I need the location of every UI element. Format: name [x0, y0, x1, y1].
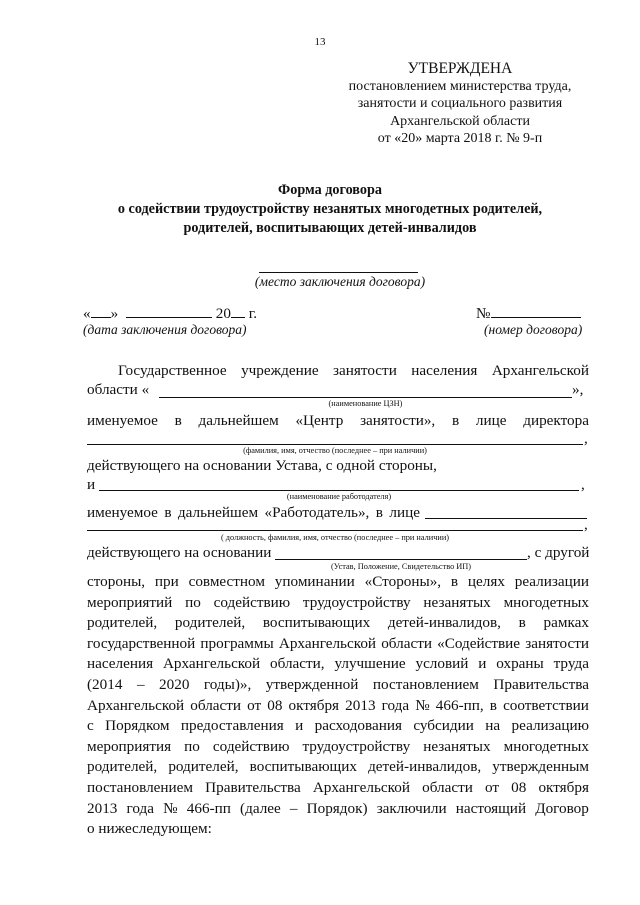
form-line-9-end: , с другой [527, 544, 590, 561]
body-word: октября [288, 696, 340, 714]
body-word: расходования [314, 717, 402, 735]
body-word: охраны [496, 655, 544, 673]
body-word: области [190, 696, 242, 714]
body-word: совместном [188, 573, 265, 590]
body-word: настоящий [455, 799, 527, 817]
body-word: детей-инвалидов, [387, 614, 501, 632]
body-word: Архангельской [162, 655, 261, 673]
body-word: 466-пп [186, 799, 231, 817]
body-word: Порядком [105, 717, 170, 735]
body-word: утвержденной [265, 675, 359, 693]
body-word: Правительства [205, 778, 301, 796]
caption-czn: (наименование ЦЗН) [328, 399, 403, 408]
body-word: заключили [376, 799, 447, 817]
body-word: населения [87, 655, 154, 673]
body-line [87, 593, 589, 614]
body-word: в [489, 696, 497, 714]
body-word: Архангельской [278, 634, 377, 652]
body-word: многодетных [503, 593, 589, 611]
body-word: родителей, [174, 614, 246, 632]
title-line: родителей, воспитывающих детей-инвалидов [183, 220, 477, 236]
body-word: занятости [525, 634, 589, 652]
date-field[interactable] [83, 303, 257, 323]
body-word: мероприятий [87, 593, 173, 611]
body-word: 2013 [87, 799, 118, 817]
quote-open: « [83, 305, 91, 322]
body-word: № [163, 799, 178, 817]
body-word: «Стороны», [364, 573, 442, 590]
caption-position: ( должность, фамилия, имя, отчество (последнее – при наличии) [220, 533, 450, 542]
body-word: Правительства [493, 675, 589, 693]
body-word: 08 [511, 778, 527, 796]
body-word: государственной [87, 634, 196, 652]
body-word: соответствии [503, 696, 589, 714]
title-line: о содействии трудоустройству незанятых многодетных родителей, [117, 201, 543, 217]
form-line-2-end: », [572, 381, 584, 398]
body-line [87, 737, 589, 758]
body-word: содействию [213, 593, 291, 611]
employer-name-blank[interactable] [99, 490, 579, 491]
approval-line: от «20» марта 2018 г. № 9-п [377, 131, 543, 146]
place-caption: (место заключения договора) [254, 274, 426, 289]
document-title [60, 181, 600, 238]
body-word: октября [538, 778, 589, 796]
month-blank[interactable] [126, 303, 212, 318]
body-word: родителей, [87, 758, 158, 776]
body-word: и [478, 655, 487, 673]
year-blank[interactable] [231, 303, 245, 318]
body-word: стороны, [87, 573, 146, 590]
body-word: № [415, 696, 430, 714]
body-word: по [184, 737, 200, 755]
body-word: года [126, 799, 154, 817]
body-word: незанятых [423, 737, 491, 755]
body-word: реализации [514, 573, 589, 590]
body-paragraph [87, 572, 589, 840]
body-word: мероприятия [87, 737, 172, 755]
body-word: «Содействие [437, 634, 521, 652]
body-word: на [485, 717, 501, 735]
body-word: рамках [543, 614, 589, 632]
body-word: года [381, 696, 410, 714]
number-label: № [476, 305, 491, 322]
body-word: субсидии [413, 717, 474, 735]
body-word: от [247, 696, 262, 714]
body-word: программы [200, 634, 274, 652]
form-line-8-end: , [584, 516, 588, 533]
body-word: Архангельской [312, 778, 410, 796]
approval-line: Архангельской области [390, 113, 530, 129]
body-word: 2020 [159, 675, 190, 693]
body-word: воспитывающих [249, 758, 357, 776]
body-word: годы)», [203, 675, 252, 693]
body-word: предоставления [180, 717, 284, 735]
director-name-blank[interactable] [87, 444, 583, 445]
body-word: постановлением [372, 675, 479, 693]
caption-employer: (наименование работодателя) [286, 492, 392, 501]
form-line-7: именуемое в дальнейшем «Работодатель», в лице [87, 504, 420, 521]
form-line-2-start: области « [87, 381, 150, 398]
body-word: содействию [212, 737, 290, 755]
number-field[interactable] [476, 303, 581, 323]
title-line: Форма договора [278, 182, 382, 198]
basis-blank[interactable] [275, 559, 527, 560]
body-word: утвержденным [492, 758, 589, 776]
number-caption: (номер договора) [484, 322, 583, 337]
body-word: Договор [535, 799, 589, 817]
body-word: воспитывающих [262, 614, 371, 632]
approval-block [330, 60, 590, 148]
year-prefix: 20 [215, 305, 231, 322]
body-word: в [518, 614, 526, 632]
body-word: и [295, 717, 304, 735]
body-word: родителей, [168, 758, 239, 776]
year-suffix: г. [248, 305, 258, 322]
day-blank[interactable] [91, 303, 111, 318]
caption-fio: (фамилия, имя, отчество (последнее – при наличии) [243, 446, 427, 455]
body-line [87, 675, 589, 696]
body-line [87, 634, 589, 655]
representative-blank-1[interactable] [425, 518, 587, 519]
body-word: Порядок) [306, 799, 368, 817]
representative-blank-2[interactable] [87, 530, 583, 531]
approval-heading: УТВЕРЖДЕНА [407, 60, 513, 77]
czn-name-blank[interactable] [159, 397, 572, 398]
body-line [87, 757, 589, 778]
number-blank[interactable] [491, 303, 581, 318]
body-word: Архангельской [87, 696, 185, 714]
body-word: трудоустройству [302, 737, 411, 755]
form-line-6-start: и [87, 476, 96, 493]
body-word: по [185, 593, 201, 611]
body-word: 2013 [345, 696, 376, 714]
body-word: детей-инвалидов, [368, 758, 482, 776]
body-word: постановлением [87, 778, 194, 796]
body-word: (2014 [87, 675, 123, 693]
body-word: многодетных [503, 737, 589, 755]
body-word: – [136, 675, 145, 693]
body-word: (далее [240, 799, 281, 817]
body-line [87, 799, 589, 820]
body-line [87, 778, 589, 799]
body-word: от [485, 778, 500, 796]
date-caption: (дата заключения договора) [83, 322, 247, 337]
form-line-5: действующего на основании Устава, с одной стороны, [87, 457, 437, 474]
body-line [87, 572, 589, 593]
body-word: трудоустройству [302, 593, 411, 611]
body-word: области [422, 778, 473, 796]
body-line [87, 716, 589, 737]
form-line-3: именуемое в дальнейшем «Центр занятости», в лице директора [87, 412, 589, 429]
body-word: незанятых [423, 593, 491, 611]
body-word: упоминании [274, 573, 355, 590]
body-line [87, 613, 589, 634]
approval-line: постановлением министерства труда, [348, 78, 572, 94]
body-word: родителей, [87, 614, 158, 632]
body-line [87, 696, 589, 717]
body-word: 08 [267, 696, 283, 714]
page-number: 13 [314, 36, 326, 48]
approval-line: занятости и социального развития [357, 96, 563, 111]
body-word: – [289, 799, 298, 817]
form-line-6-end: , [581, 476, 585, 493]
body-word: реализацию [511, 717, 589, 735]
body-line [87, 819, 589, 840]
body-word: с [87, 717, 94, 735]
form-line-4-end: , [584, 430, 588, 447]
body-word: при [154, 573, 179, 590]
quote-close: » [110, 305, 119, 322]
body-word: улучшение [334, 655, 406, 673]
body-word: области, [270, 655, 325, 673]
caption-basis: (Устав, Положение, Свидетельство ИП) [330, 562, 472, 571]
body-word: о нижеследующем: [87, 820, 212, 838]
body-word: в [450, 573, 459, 590]
body-word: целях [467, 573, 505, 590]
form-line-1: Государственное учреждение занятости населения Архангельской [118, 362, 589, 379]
body-line [87, 654, 589, 675]
body-word: области [381, 634, 432, 652]
body-word: условий [415, 655, 469, 673]
form-line-9-start: действующего на основании [87, 544, 272, 561]
place-blank[interactable] [259, 272, 418, 273]
body-word: 466-пп, [435, 696, 484, 714]
body-word: труда [553, 655, 589, 673]
